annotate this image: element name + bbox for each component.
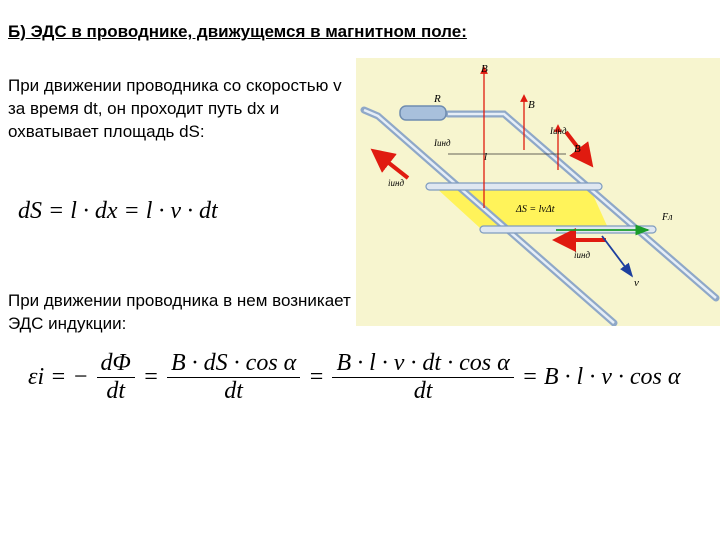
label-delta-s: ΔS = lvΔt	[516, 204, 555, 215]
label-iind-bottom: iинд	[574, 250, 591, 260]
fraction-bdscos-dt	[167, 350, 300, 405]
equals-sign: =	[308, 364, 325, 390]
formula-emf	[24, 350, 684, 405]
fraction-numerator: B · l · v · dt · cos α	[336, 350, 510, 376]
velocity-arrow	[602, 236, 632, 276]
label-b-mid: B	[528, 99, 535, 111]
paragraph-emf: При движении проводника в нем возникает ЭДС индукции:	[8, 291, 351, 333]
equals-sign: =	[142, 364, 159, 390]
label-b-top: B	[481, 63, 488, 75]
fraction-dphi-dt	[97, 350, 135, 405]
formula-area: dS = l · dx = l · v · dt	[18, 198, 218, 224]
fraction-denominator: dt	[167, 377, 300, 405]
emf-lhs: εi = −	[28, 364, 89, 390]
label-velocity: v	[634, 277, 639, 289]
paragraph-motion: При движении проводника со скоростью v за время dt, он проходит путь dx и охватывает площадь dS:	[8, 76, 342, 141]
label-lorentz-force: Fл	[662, 212, 673, 223]
emf-rhs: = B · l · v · cos α	[521, 364, 681, 390]
label-iind-far: iинд	[388, 178, 405, 188]
fraction-blvdtcos-dt	[332, 350, 513, 405]
current-arrow-left	[380, 156, 408, 178]
slide-title: Б) ЭДС в проводнике, движущемся в магнитном поле:	[8, 22, 467, 41]
label-resistance: R	[434, 93, 441, 105]
label-length: l	[484, 151, 488, 163]
label-iind-right: Iинд	[550, 126, 567, 136]
label-iind-left: Iинд	[434, 138, 451, 148]
rail-conductor-figure	[356, 58, 720, 326]
resistor	[400, 106, 446, 120]
label-b-induced: B	[574, 143, 581, 155]
fraction-numerator: dΦ	[100, 350, 131, 376]
fraction-denominator: dt	[332, 377, 513, 405]
fraction-numerator: B · dS · cos α	[171, 350, 297, 376]
fraction-denominator: dt	[97, 377, 135, 405]
figure-drawing	[356, 58, 720, 326]
conductor-initial	[426, 183, 602, 190]
